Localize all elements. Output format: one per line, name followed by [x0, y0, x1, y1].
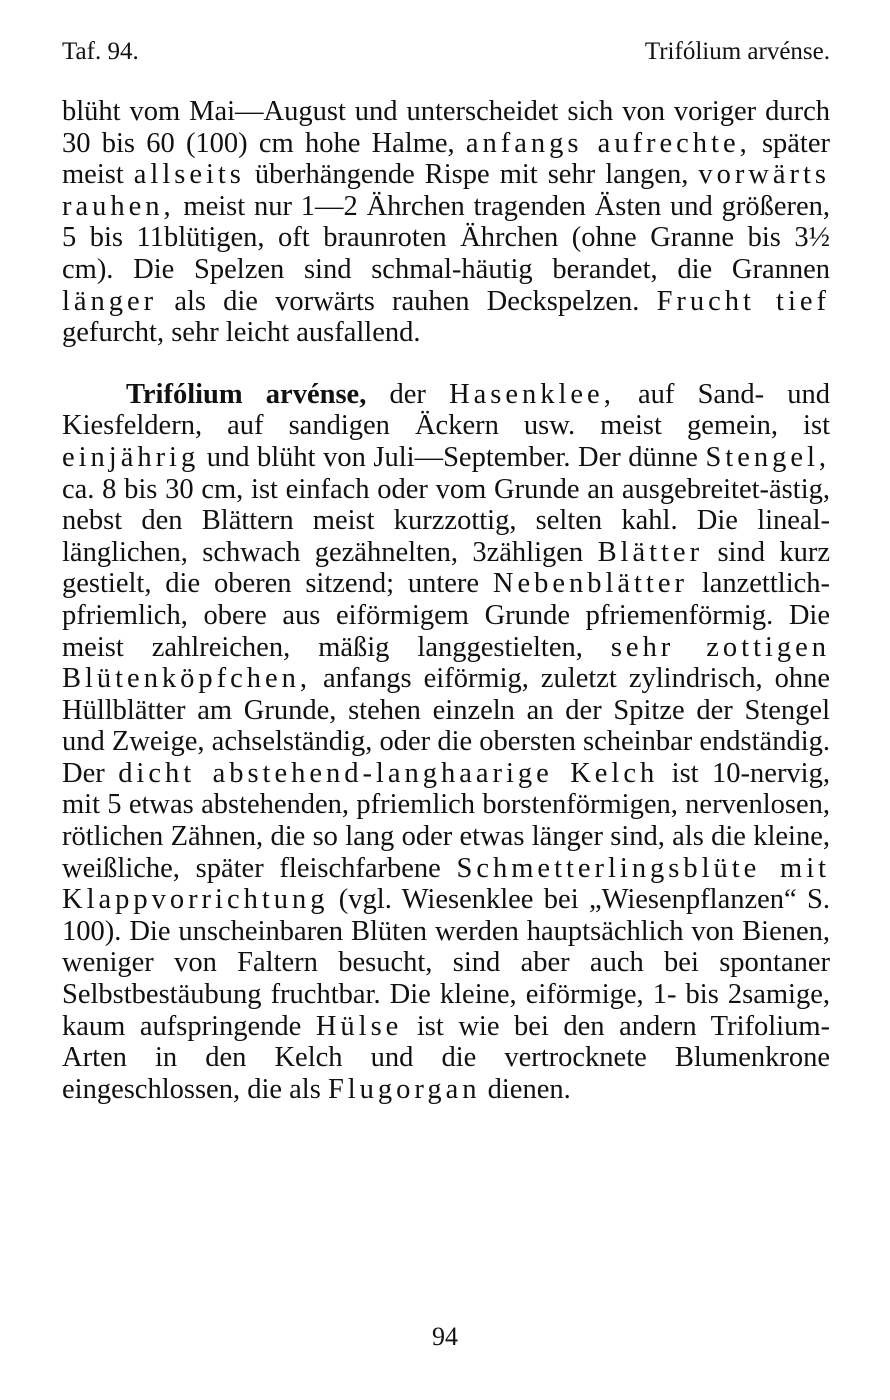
body-text — [62, 96, 830, 1105]
text-run: meist nur 1—2 Ährchen tragenden Ästen und größeren, 5 bis 11blütigen, oft braunroten Ährchen (ohne Granne bis 3½ cm). Die Spelzen sind schmal-häutig berandet, die Grannen — [62, 190, 830, 285]
text-run: auf Sand- und Kiesfeldern, auf sandigen Äckern usw. meist gemein, ist — [62, 378, 830, 442]
spaced-text: vorwärts rauhen, — [62, 159, 830, 222]
spaced-text: dicht abstehend-langhaarige Kelch — [118, 757, 659, 789]
text-run: und blüht von Juli—September. Der dünne — [199, 441, 706, 473]
spaced-text: allseits — [133, 159, 245, 191]
spaced-text: Stengel, — [705, 441, 830, 473]
species-title: Trifólium arvénse, — [126, 378, 367, 410]
text-run: dienen. — [480, 1073, 571, 1105]
spaced-text: Flugorgan — [327, 1073, 481, 1105]
text-run: blüht vom Mai—August und unterscheidet sich von voriger durch 30 bis 60 (100) cm hohe Halme, — [62, 96, 830, 159]
page-header — [62, 38, 830, 72]
spaced-text: Nebenblätter — [492, 568, 688, 600]
text-run: ist wie bei den andern Trifolium-Arten in den Kelch und die vertrocknete Blumenkrone eingeschlossen, die als — [62, 1010, 830, 1105]
spaced-text: Hasenklee, — [449, 378, 615, 410]
text-run: ist 10-nervig, mit 5 etwas abstehenden, pfriemlich borstenförmigen, nervenlosen, rötlichen Zähnen, die so lang oder etwas länger sind, als die kleine, weißliche, später fleischfarbene — [62, 757, 830, 884]
text-run: (vgl. Wiesenklee bei „Wiesenpflanzen“ S. 100). Die unscheinbaren Blüten werden hauptsächlich von Bienen, weniger von Faltern besucht, sind aber auch bei spontaner Selbstbestäubung fruchtbar. Die kleine, eiförmige, 1- bis 2samige, kaum aufspringende — [62, 884, 830, 1042]
plate-number: Taf. 94. — [62, 38, 139, 65]
spaced-text: Frucht tief — [656, 285, 830, 317]
running-title: Trifólium arvénse. — [644, 38, 830, 65]
spaced-text: Blätter — [597, 536, 704, 568]
text-run: als die vorwärts rauhen Deckspelzen. — [157, 285, 657, 317]
spaced-text: einjährig — [62, 441, 200, 473]
spaced-text: länger — [62, 285, 158, 317]
text-run: später meist — [62, 127, 830, 191]
page-number: 94 — [432, 1322, 458, 1351]
text-run: gefurcht, sehr leicht ausfallend. — [62, 317, 421, 349]
paragraph-continuation — [62, 96, 830, 349]
text-run: der — [366, 378, 450, 410]
spaced-text: anfangs aufrechte, — [465, 127, 751, 159]
text-run: anfangs eiförmig, zuletzt zylindrisch, ohne Hüllblätter am Grunde, stehen einzeln an der Spitze der Stengel und Zweige, achselständig, oder die obersten scheinbar endständig. Der — [62, 663, 830, 789]
spaced-text: sehr zottigen Blütenköpfchen, — [62, 631, 830, 695]
spaced-text: Schmetterlingsblüte mit Klappvorrichtung — [62, 852, 831, 916]
text-run: sind kurz gestielt, die oberen sitzend; untere — [62, 536, 830, 600]
text-run: überhängende Rispe mit sehr langen, — [244, 159, 699, 191]
page-footer — [0, 1322, 890, 1352]
spaced-text: Hülse — [315, 1010, 403, 1042]
text-run: lanzettlich-pfriemlich, obere aus eiförmigem Grunde pfriemenförmig. Die meist zahlreichen, mäßig langgestielten, — [62, 568, 830, 663]
text-run: ca. 8 bis 30 cm, ist einfach oder vom Grunde an ausgebreitet-ästig, nebst den Blättern meist kurzzottig, selten kahl. Die lineal-länglichen, schwach gezähnelten, 3zähligen — [62, 473, 830, 568]
paragraph-trifolium-arvense — [62, 379, 830, 1106]
